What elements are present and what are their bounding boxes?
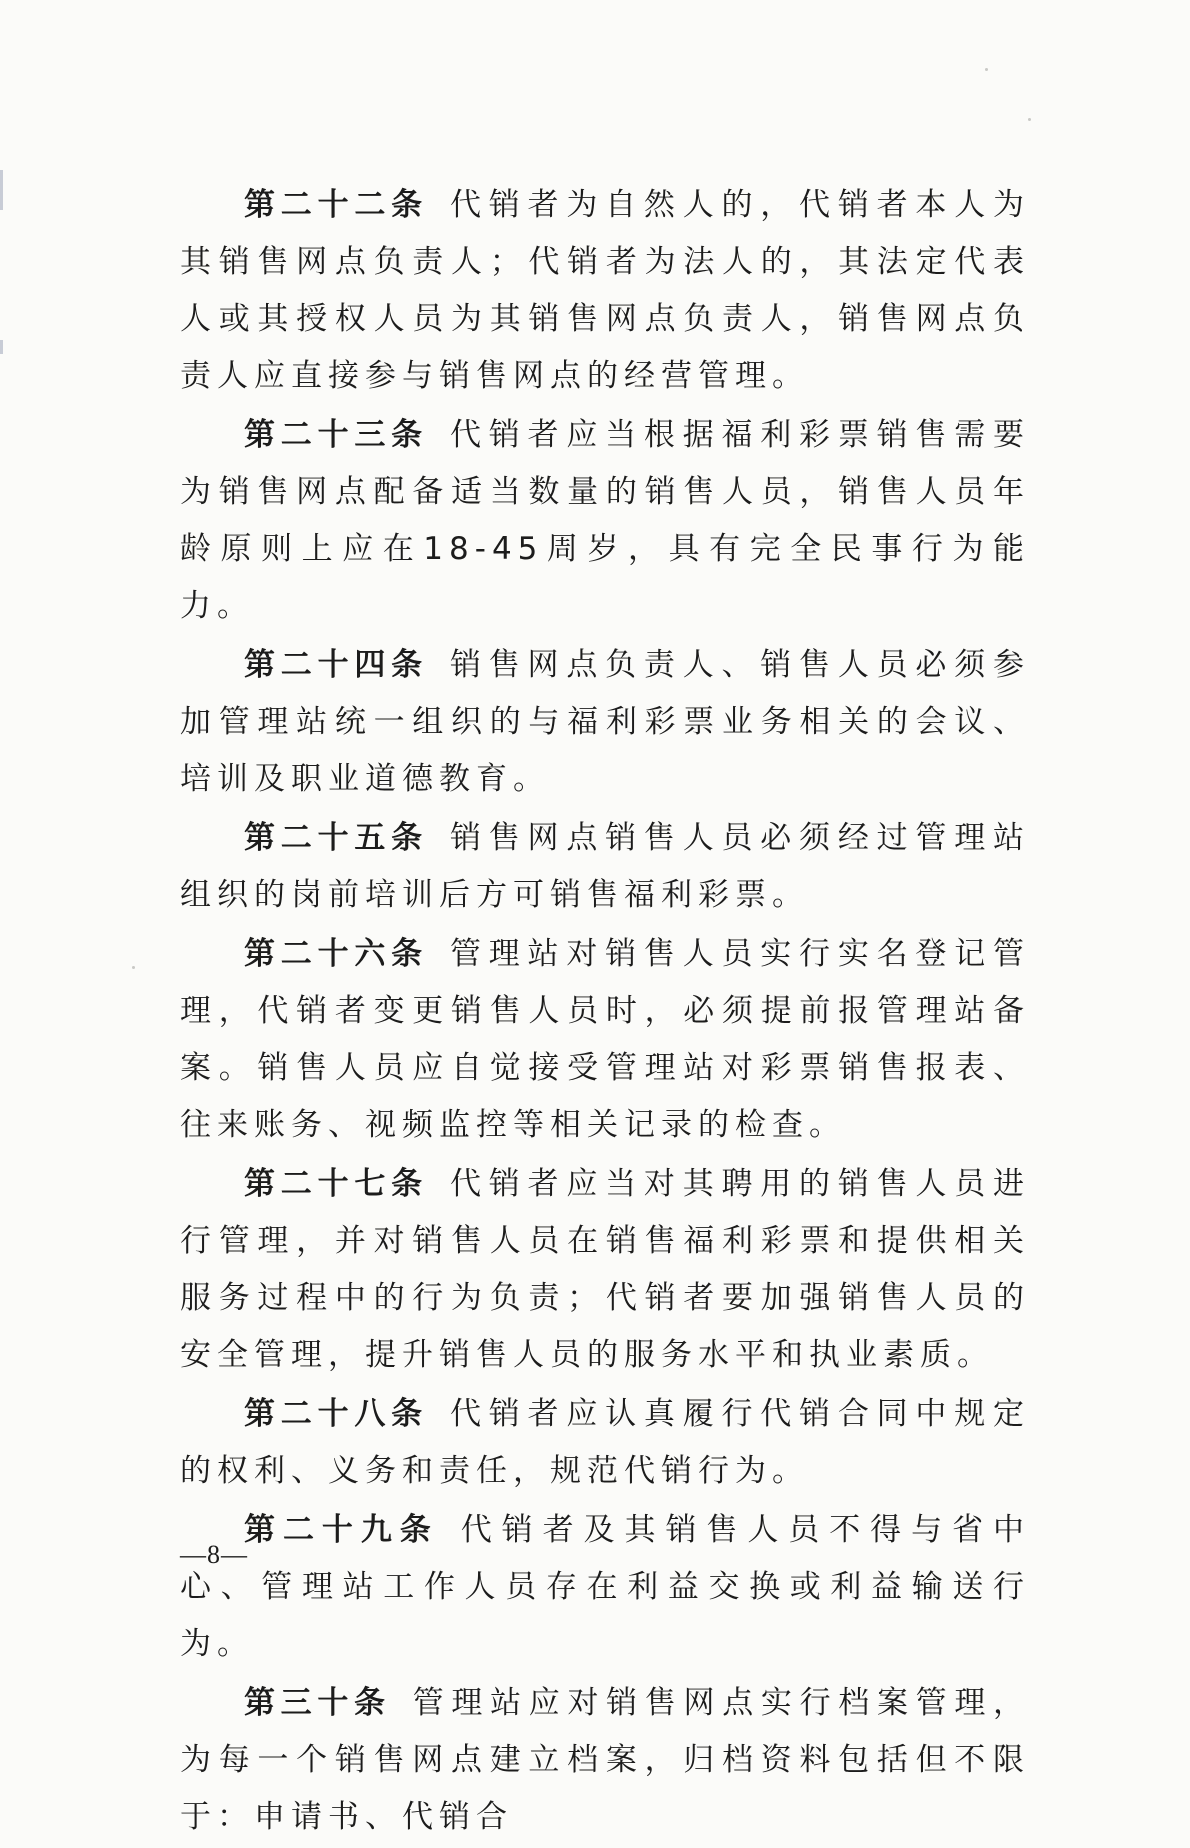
- article-number: 第二十五条: [244, 820, 428, 856]
- scan-speck: [132, 966, 135, 969]
- article-number: 第二十四条: [244, 647, 428, 683]
- article-26: [180, 926, 1030, 1154]
- article-text: 代销者应当对其聘用的销售人员进行管理，并对销售人员在销售福利彩票和提供相关服务过程中的行为负责；代销者要加强销售人员的安全管理，提升销售人员的服务水平和执业素质。: [180, 1166, 1031, 1373]
- scan-edge-mark: [0, 170, 3, 210]
- article-number: 第二十八条: [244, 1396, 428, 1432]
- document-body: [180, 177, 1030, 1848]
- article-text: 代销者应当根据福利彩票销售需要为销售网点配备适当数量的销售人员，销售人员年龄原则上应在18-45周岁，具有完全民事行为能力。: [180, 417, 1031, 624]
- article-28: [180, 1386, 1030, 1500]
- article-text: 销售网点销售人员必须经过管理站组织的岗前培训后方可销售福利彩票。: [180, 820, 1031, 913]
- article-text: 代销者及其销售人员不得与省中心、管理站工作人员存在利益交换或利益输送行为。: [180, 1512, 1031, 1662]
- article-29: [180, 1502, 1030, 1673]
- article-number: 第二十七条: [244, 1166, 428, 1202]
- article-30: [180, 1675, 1030, 1846]
- article-25: [180, 810, 1030, 924]
- page-number: —8—: [180, 1540, 248, 1569]
- article-24: [180, 637, 1030, 808]
- scan-edge-mark: [0, 340, 3, 354]
- article-22: [180, 177, 1030, 405]
- article-number: 第二十三条: [244, 417, 428, 453]
- article-text: 销售网点负责人、销售人员必须参加管理站统一组织的与福利彩票业务相关的会议、培训及职业道德教育。: [180, 647, 1031, 797]
- article-number: 第二十二条: [244, 187, 428, 223]
- article-text: 代销者应认真履行代销合同中规定的权利、义务和责任，规范代销行为。: [180, 1396, 1031, 1489]
- article-text: 代销者为自然人的，代销者本人为其销售网点负责人；代销者为法人的，其法定代表人或其授权人员为其销售网点负责人，销售网点负责人应直接参与销售网点的经营管理。: [180, 187, 1031, 394]
- article-number: 第二十六条: [244, 936, 428, 972]
- article-text: 管理站对销售人员实行实名登记管理，代销者变更销售人员时，必须提前报管理站备案。销售人员应自觉接受管理站对彩票销售报表、往来账务、视频监控等相关记录的检查。: [180, 936, 1031, 1143]
- article-number: 第二十九条: [244, 1512, 439, 1548]
- article-text: 管理站应对销售网点实行档案管理，为每一个销售网点建立档案，归档资料包括但不限于：申请书、代销合: [180, 1685, 1031, 1835]
- article-27: [180, 1156, 1030, 1384]
- article-23: [180, 407, 1030, 635]
- scan-speck: [1028, 118, 1031, 121]
- article-number: 第三十条: [244, 1685, 391, 1721]
- scan-speck: [985, 68, 988, 71]
